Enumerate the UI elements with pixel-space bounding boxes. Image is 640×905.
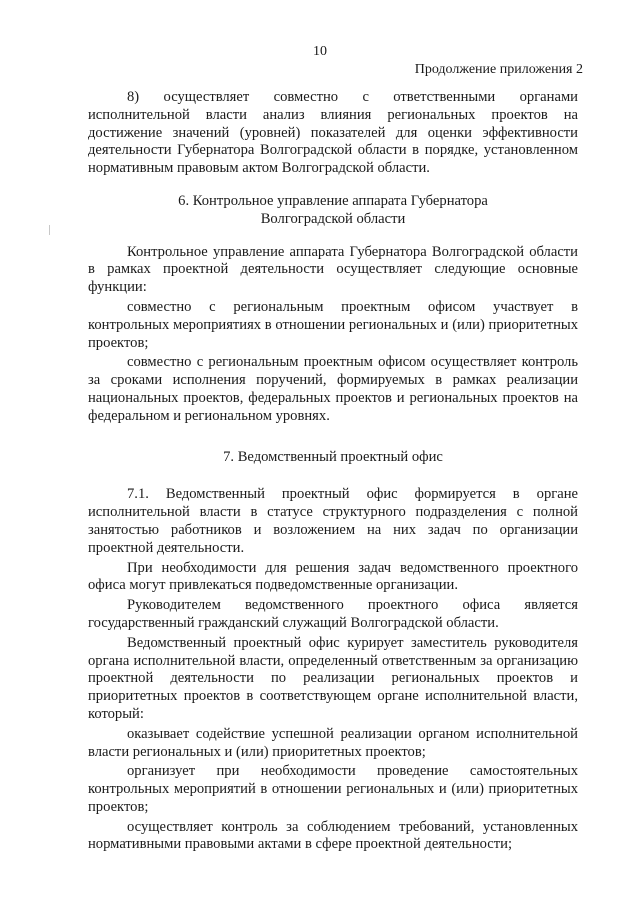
item-8-paragraph: 8) осуществляет совместно с ответственными органами исполнительной власти анализ влияния региональных проектов на достижение значений (уровней) показателей для оценки эффективности деятельности Губернатора Волгоградской области в порядке, установленном нормативным правовым актом Волгоградской области. [88, 89, 578, 177]
section-6-heading-line-2: Волгоградской области [260, 210, 406, 227]
curator-duty-item: организует при необходимости проведение самостоятельных контрольных мероприятий в отношении региональных и (или) приоритетных проектов; [88, 763, 578, 815]
subordinate-organizations-paragraph: При необходимости для решения задач ведомственного проектного офиса могут привлекаться подведомственные организации. [88, 559, 578, 594]
curator-duty-item: осуществляет контроль за соблюдением требований, установленных нормативными правовыми актами в сфере проектной деятельности; [88, 818, 578, 853]
section-6-function-item: совместно с региональным проектным офисом осуществляет контроль за сроками исполнения поручений, формируемых в рамках реализации национальных проектов, федеральных проектов и региональных проектов на федеральном и региональном уровнях. [88, 354, 578, 424]
section-7-1-paragraph: 7.1. Ведомственный проектный офис формируется в органе исполнительной власти в статусе структурного подразделения с полной занятостью работников и возложением на них задач по организации проектной деятельности. [88, 486, 578, 556]
section-7-heading: 7. Ведомственный проектный офис [223, 448, 443, 465]
document-body [88, 89, 578, 854]
page-number: 10 [313, 44, 327, 59]
appendix-continuation-label: Продолжение приложения 2 [414, 62, 583, 77]
section-6-function-item: совместно с региональным проектным офисом участвует в контрольных мероприятиях в отношении региональных и (или) приоритетных проектов; [88, 298, 578, 351]
office-head-paragraph: Руководителем ведомственного проектного офиса является государственный гражданский служащий Волгоградской области. [88, 597, 578, 631]
section-6-heading [88, 193, 578, 229]
curator-duty-item: оказывает содействие успешной реализации органом исполнительной власти региональных и (или) приоритетных проектов; [88, 725, 578, 760]
section-6-intro-paragraph: Контрольное управление аппарата Губернатора Волгоградской области в рамках проектной деятельности осуществляет следующие основные функции: [88, 243, 578, 296]
curator-paragraph: Ведомственный проектный офис курирует заместитель руководителя органа исполнительной власти, определенный ответственным за организацию проектной деятельности по реализации региональных проектов и приоритетных проектов в соответствующем органе исполнительной власти, который: [88, 634, 578, 722]
scan-margin-mark [49, 225, 50, 235]
section-6-heading-line-1: 6. Контрольное управление аппарата Губернатора [178, 192, 488, 209]
